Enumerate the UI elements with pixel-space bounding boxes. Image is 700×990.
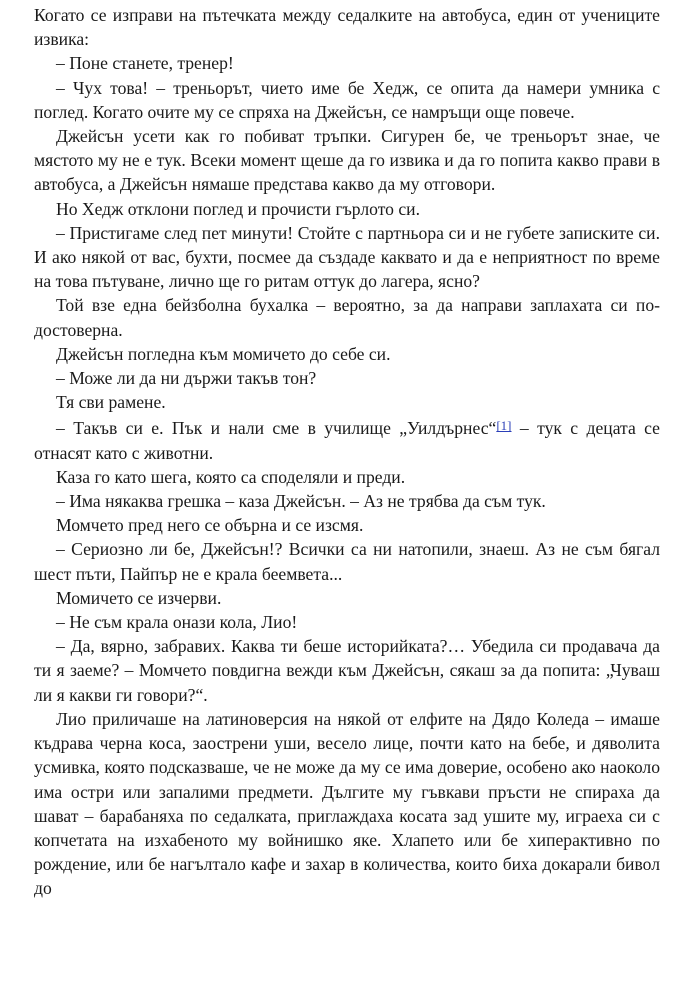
paragraph-15: – Сериозно ли бе, Джейсън!? Всички са ни натопили, знаеш. Аз не съм бягал шест пъти, Пайпър не е крала беемвета... (34, 539, 660, 584)
paragraph-6: – Пристигаме след пет минути! Стойте с партньора си и не губете записките си. И ако някой от вас, бухти, посмее да създаде каквато и да е неприятност по време на това пътуване, лично ще го ритам оттук до лагера, ясно? (34, 222, 660, 292)
paragraph-10: Тя сви рамене. (56, 392, 166, 413)
paragraph-18: – Да, вярно, забравих. Каква ти беше историйката?… Убедила си продавача да ти я заеме? – Момчето повдигна вежди към Джейсън, сякаш за да попита: „Чуваш ли я какви ги говори?“. (34, 636, 660, 705)
footnote-text-after: – тук с децата се отнасят като с животни. (34, 418, 660, 463)
paragraph-7: Той взе една бейзболна бухалка – вероятно, за да направи заплахата си по-достоверна. (34, 295, 660, 340)
paragraph-5: Но Хедж отклони поглед и прочисти гърлото си. (56, 198, 420, 219)
paragraph-16: Момичето се изчерви. (56, 587, 222, 608)
footnote-link[interactable]: [1] (496, 418, 512, 434)
paragraph-4: Джейсън усети как го побиват тръпки. Сигурен бе, че треньорът знае, че мястото му не е тук. Всеки момент щеше да го извика и да го попита какво прави в автобуса, а Джейсън нямаше представа какво да му отговори. (34, 126, 660, 195)
paragraph-2: – Поне станете, тренер! (56, 53, 234, 74)
paragraph-9: – Може ли да ни държи такъв тон? (56, 368, 317, 389)
footnote-text-before: – Такъв си е. Пък и нали сме в училище „Уилдърнес“ (56, 418, 497, 439)
paragraph-3: – Чух това! – треньорът, чието име бе Хедж, се опита да намери умника с поглед. Когато очите му се спряха на Джейсън, се намръщи още повече. (34, 77, 660, 122)
paragraph-14: Момчето пред него се обърна и се изсмя. (56, 515, 364, 536)
paragraph-19: Лио приличаше на латиноверсия на някой от елфите на Дядо Коледа – имаше къдрава черна коса, заострени уши, весело лице, почти като на бебе, и дяволита усмивка, която подсказваше, че не може да му се има доверие, особено ако наоколо има остри или запалими предмети. Дългите му гъвкави пръсти не спираха да шават – барабаняха по седалката, приглаждаха косата зад ушите му, играеха си с копчетата на изхабеното му войнишко яке. Хлапето или бе хиперактивно по рождение, или бе нагълтало кафе и захар в количества, които биха докарали бивол до (34, 708, 660, 899)
paragraph-1: Когато се изправи на пътечката между седалките на автобуса, един от учениците извика: (34, 5, 660, 50)
paragraph-13: – Има някаква грешка – каза Джейсън. – Аз не трябва да съм тук. (56, 491, 546, 512)
paragraph-17: – Не съм крала онази кола, Лио! (56, 612, 298, 633)
paragraph-8: Джейсън погледна към момичето до себе си. (56, 343, 391, 364)
paragraph-11-with-footnote (34, 414, 660, 464)
paragraph-12: Каза го като шега, която са споделяли и преди. (56, 466, 406, 487)
